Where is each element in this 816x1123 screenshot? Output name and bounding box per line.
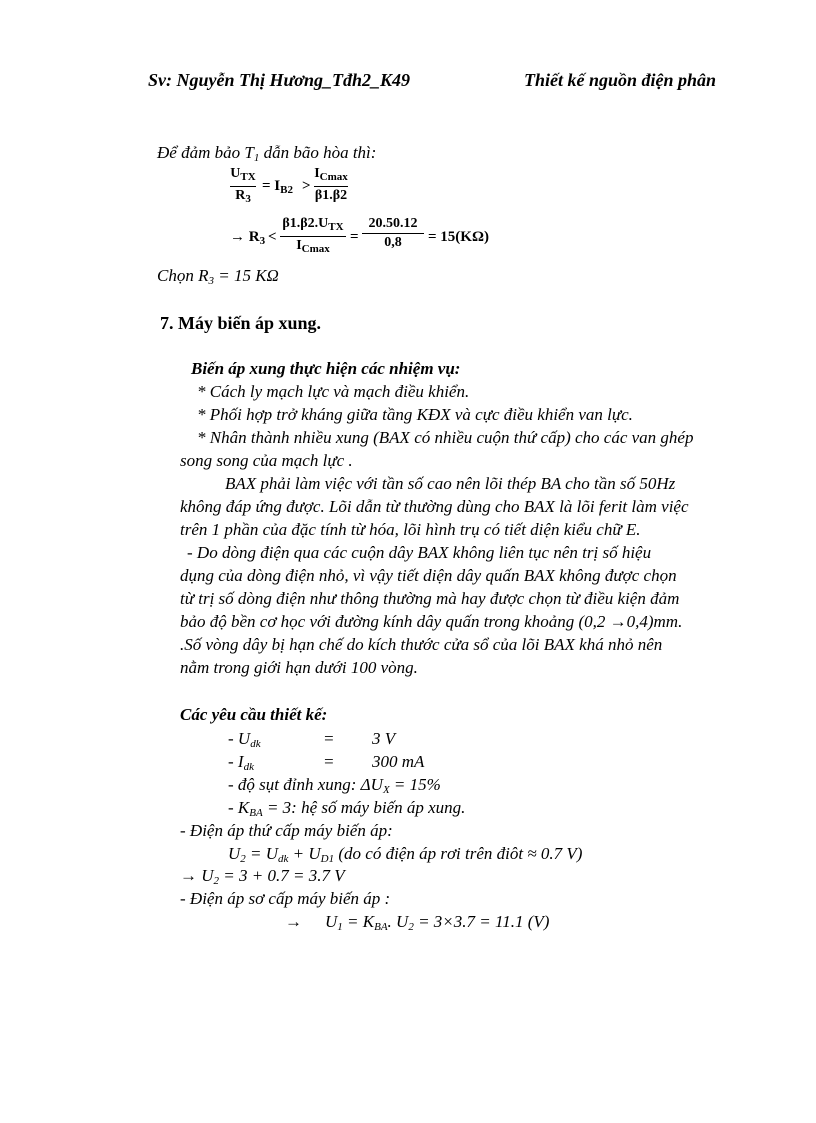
task-item: * Cách ly mạch lực và mạch điều khiển. bbox=[197, 382, 470, 401]
task-continuation: song song của mạch lực . bbox=[180, 451, 353, 470]
req-idk-equals: = bbox=[323, 752, 335, 771]
requirements-heading: Các yêu cầu thiết kế: bbox=[180, 705, 328, 724]
section-title: 7. Máy biến áp xung. bbox=[160, 313, 322, 333]
req-pulse-drop: - độ sụt đỉnh xung: $\Delta U_X = 15\%$ bbox=[228, 775, 441, 796]
paragraph-2-line: .Số vòng dây bị hạn chế do kích thước cửa sổ của lõi BAX khá nhỏ nên bbox=[180, 635, 663, 654]
eq1-fraction-1: $U_{TX}$ $R_3$ bbox=[230, 166, 256, 205]
task-item: * Nhân thành nhiều xung (BAX có nhiều cuộn thứ cấp) cho các van ghép bbox=[197, 428, 694, 447]
eq2-equals: = bbox=[350, 229, 359, 245]
eq2-fraction-2: 20.50.12 0,8 bbox=[362, 216, 424, 251]
tasks-heading: Biến áp xung thực hiện các nhiệm vụ: bbox=[191, 359, 461, 378]
secondary-label: - Điện áp thứ cấp máy biến áp: bbox=[180, 821, 393, 840]
eq2-result: = 15(KΩ) bbox=[428, 229, 489, 245]
req-idk-value: 300 mA bbox=[372, 752, 425, 771]
secondary-formula: $U_2 = U_{dk} + U_{D1}$ (do có điện áp rơi trên điôt ≈ 0.7 V) bbox=[228, 844, 583, 865]
paragraph-1-line: không đáp ứng được. Lõi dẫn từ thường dùng cho BAX là lõi ferit làm việc bbox=[180, 497, 689, 516]
secondary-result: → $U_2 = 3 + 0.7 = 3.7$ V bbox=[180, 866, 345, 887]
primary-label: - Điện áp sơ cấp máy biến áp : bbox=[180, 889, 391, 908]
paragraph-2-line: từ trị số dòng điện như thông thường mà hay được chọn từ điều kiện đảm bbox=[180, 589, 680, 608]
primary-formula: $U_1 = K_{BA}$. $U_2 = 3\times 3.7 = 11.1$ (V) bbox=[325, 912, 550, 933]
req-udk-label: - $U_{dk}$ bbox=[228, 729, 261, 750]
eq1-greater: > bbox=[302, 178, 311, 194]
header-left: Sv: Nguyễn Thị Hương_Tđh2_K49 bbox=[148, 70, 410, 90]
eq2-less: < bbox=[268, 229, 277, 245]
paragraph-1-line: BAX phải làm việc với tần số cao nên lõi thép BA cho tần số 50Hz bbox=[225, 474, 676, 493]
req-kba: - $K_{BA} = 3$: hệ số máy biến áp xung. bbox=[228, 798, 466, 819]
eq1-fraction-2: $I_{Cmax}$ β1.β2 bbox=[314, 166, 348, 203]
intro-line: Để đảm bảo $T_1$ dẫn bão hòa thì: bbox=[157, 143, 377, 164]
choose-r3: Chọn $R_3 = 15$ KΩ bbox=[157, 266, 279, 287]
paragraph-2-line: dụng của dòng điện nhỏ, vì vậy tiết diện dây quấn BAX không được chọn bbox=[180, 566, 677, 585]
eq2-fraction-1: $\beta 1.\beta 2.U_{TX}$ $I_{Cmax}$ bbox=[280, 216, 346, 257]
paragraph-1-line: trên 1 phần của đặc tính từ hóa, lõi hình trụ có tiết diện kiểu chữ E. bbox=[180, 520, 641, 539]
paragraph-2-line: bảo độ bền cơ học với đường kính dây quấn trong khoảng (0,2 →0,4)mm. bbox=[180, 612, 683, 631]
eq1-middle: = $I_{B2}$ bbox=[262, 178, 293, 196]
header-right: Thiết kế nguồn điện phân bbox=[524, 70, 717, 90]
task-item: * Phối hợp trở kháng giữa tầng KĐX và cực điều khiển van lực. bbox=[197, 405, 633, 424]
req-udk-value: 3 V bbox=[372, 729, 396, 748]
paragraph-2-line: - Do dòng điện qua các cuộn dây BAX không liên tục nên trị số hiệu bbox=[187, 543, 652, 562]
eq2-arrow: → $R_3$ bbox=[230, 229, 266, 247]
right-arrow-icon: → bbox=[285, 912, 302, 931]
req-udk-equals: = bbox=[323, 729, 335, 748]
req-idk-label: - $I_{dk}$ bbox=[228, 752, 254, 773]
paragraph-2-line: nằm trong giới hạn dưới 100 vòng. bbox=[180, 658, 418, 677]
